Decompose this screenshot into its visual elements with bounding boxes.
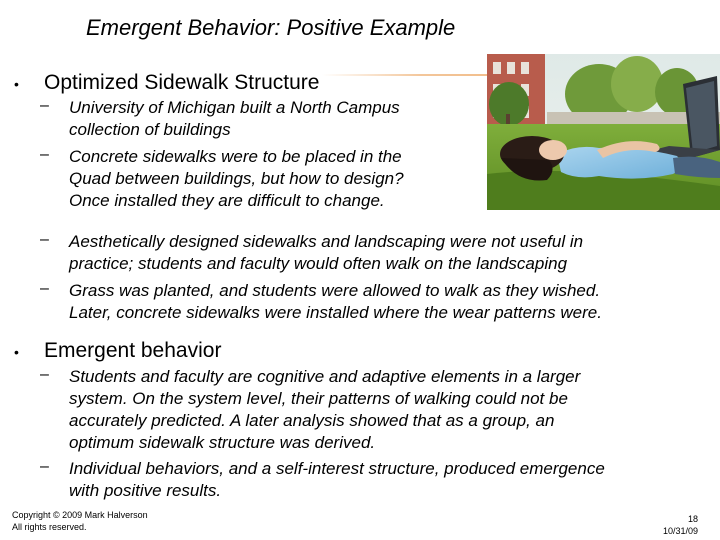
- dash-icon: –: [40, 280, 49, 297]
- text-line: with positive results.: [69, 481, 222, 500]
- copyright-text: Copyright © 2009 Mark Halverson: [12, 510, 148, 520]
- text-line: Concrete sidewalks were to be placed in the: [69, 147, 402, 166]
- text-line: optimum sidewalk structure was derived.: [69, 433, 376, 452]
- dash-icon: –: [40, 97, 49, 114]
- slide-date: 10/31/09: [662, 526, 698, 536]
- rights-text: All rights reserved.: [12, 522, 87, 532]
- page-number: 18: [687, 514, 698, 524]
- text-line: Grass was planted, and students were allowed to walk as they wished.: [69, 281, 601, 300]
- text-line: Later, concrete sidewalks were installed where the wear patterns were.: [69, 303, 602, 322]
- dash-icon: –: [40, 146, 49, 163]
- text-line: University of Michigan built a North Campus: [69, 98, 400, 117]
- slide-meta-footer: [640, 513, 698, 537]
- sub-bullet-4-text: [69, 280, 602, 324]
- text-line: Students and faculty are cognitive and adaptive elements in a larger: [69, 367, 581, 386]
- section-2-heading: Emergent behavior: [44, 339, 222, 362]
- text-line: Once installed they are difficult to change.: [69, 191, 385, 210]
- text-line: system. On the system level, their patterns of walking could not be: [69, 389, 568, 408]
- sub-bullet-2-text: [69, 146, 404, 212]
- bullet-icon: •: [14, 76, 19, 92]
- text-line: Aesthetically designed sidewalks and landscaping were not useful in: [69, 232, 584, 251]
- sub-bullet-5-text: [69, 366, 580, 454]
- dash-icon: –: [40, 231, 49, 248]
- text-line: Quad between buildings, but how to design?: [69, 169, 404, 188]
- student-on-grass-photo: [487, 54, 720, 210]
- text-line: accurately predicted. A later analysis showed that as a group, an: [69, 411, 555, 430]
- text-line: Individual behaviors, and a self-interest structure, produced emergence: [69, 459, 605, 478]
- sub-bullet-3-text: [69, 231, 583, 275]
- dash-icon: –: [40, 458, 49, 475]
- bullet-icon: •: [14, 344, 19, 360]
- text-line: practice; students and faculty would often walk on the landscaping: [69, 254, 568, 273]
- slide-title: Emergent Behavior: Positive Example: [86, 15, 456, 40]
- sub-bullet-6-text: [69, 458, 605, 502]
- section-1-heading: Optimized Sidewalk Structure: [44, 71, 320, 94]
- text-line: collection of buildings: [69, 120, 231, 139]
- copyright-footer: [12, 509, 148, 533]
- photo-illustration: [487, 54, 720, 210]
- dash-icon: –: [40, 366, 49, 383]
- sub-bullet-1-text: [69, 97, 400, 141]
